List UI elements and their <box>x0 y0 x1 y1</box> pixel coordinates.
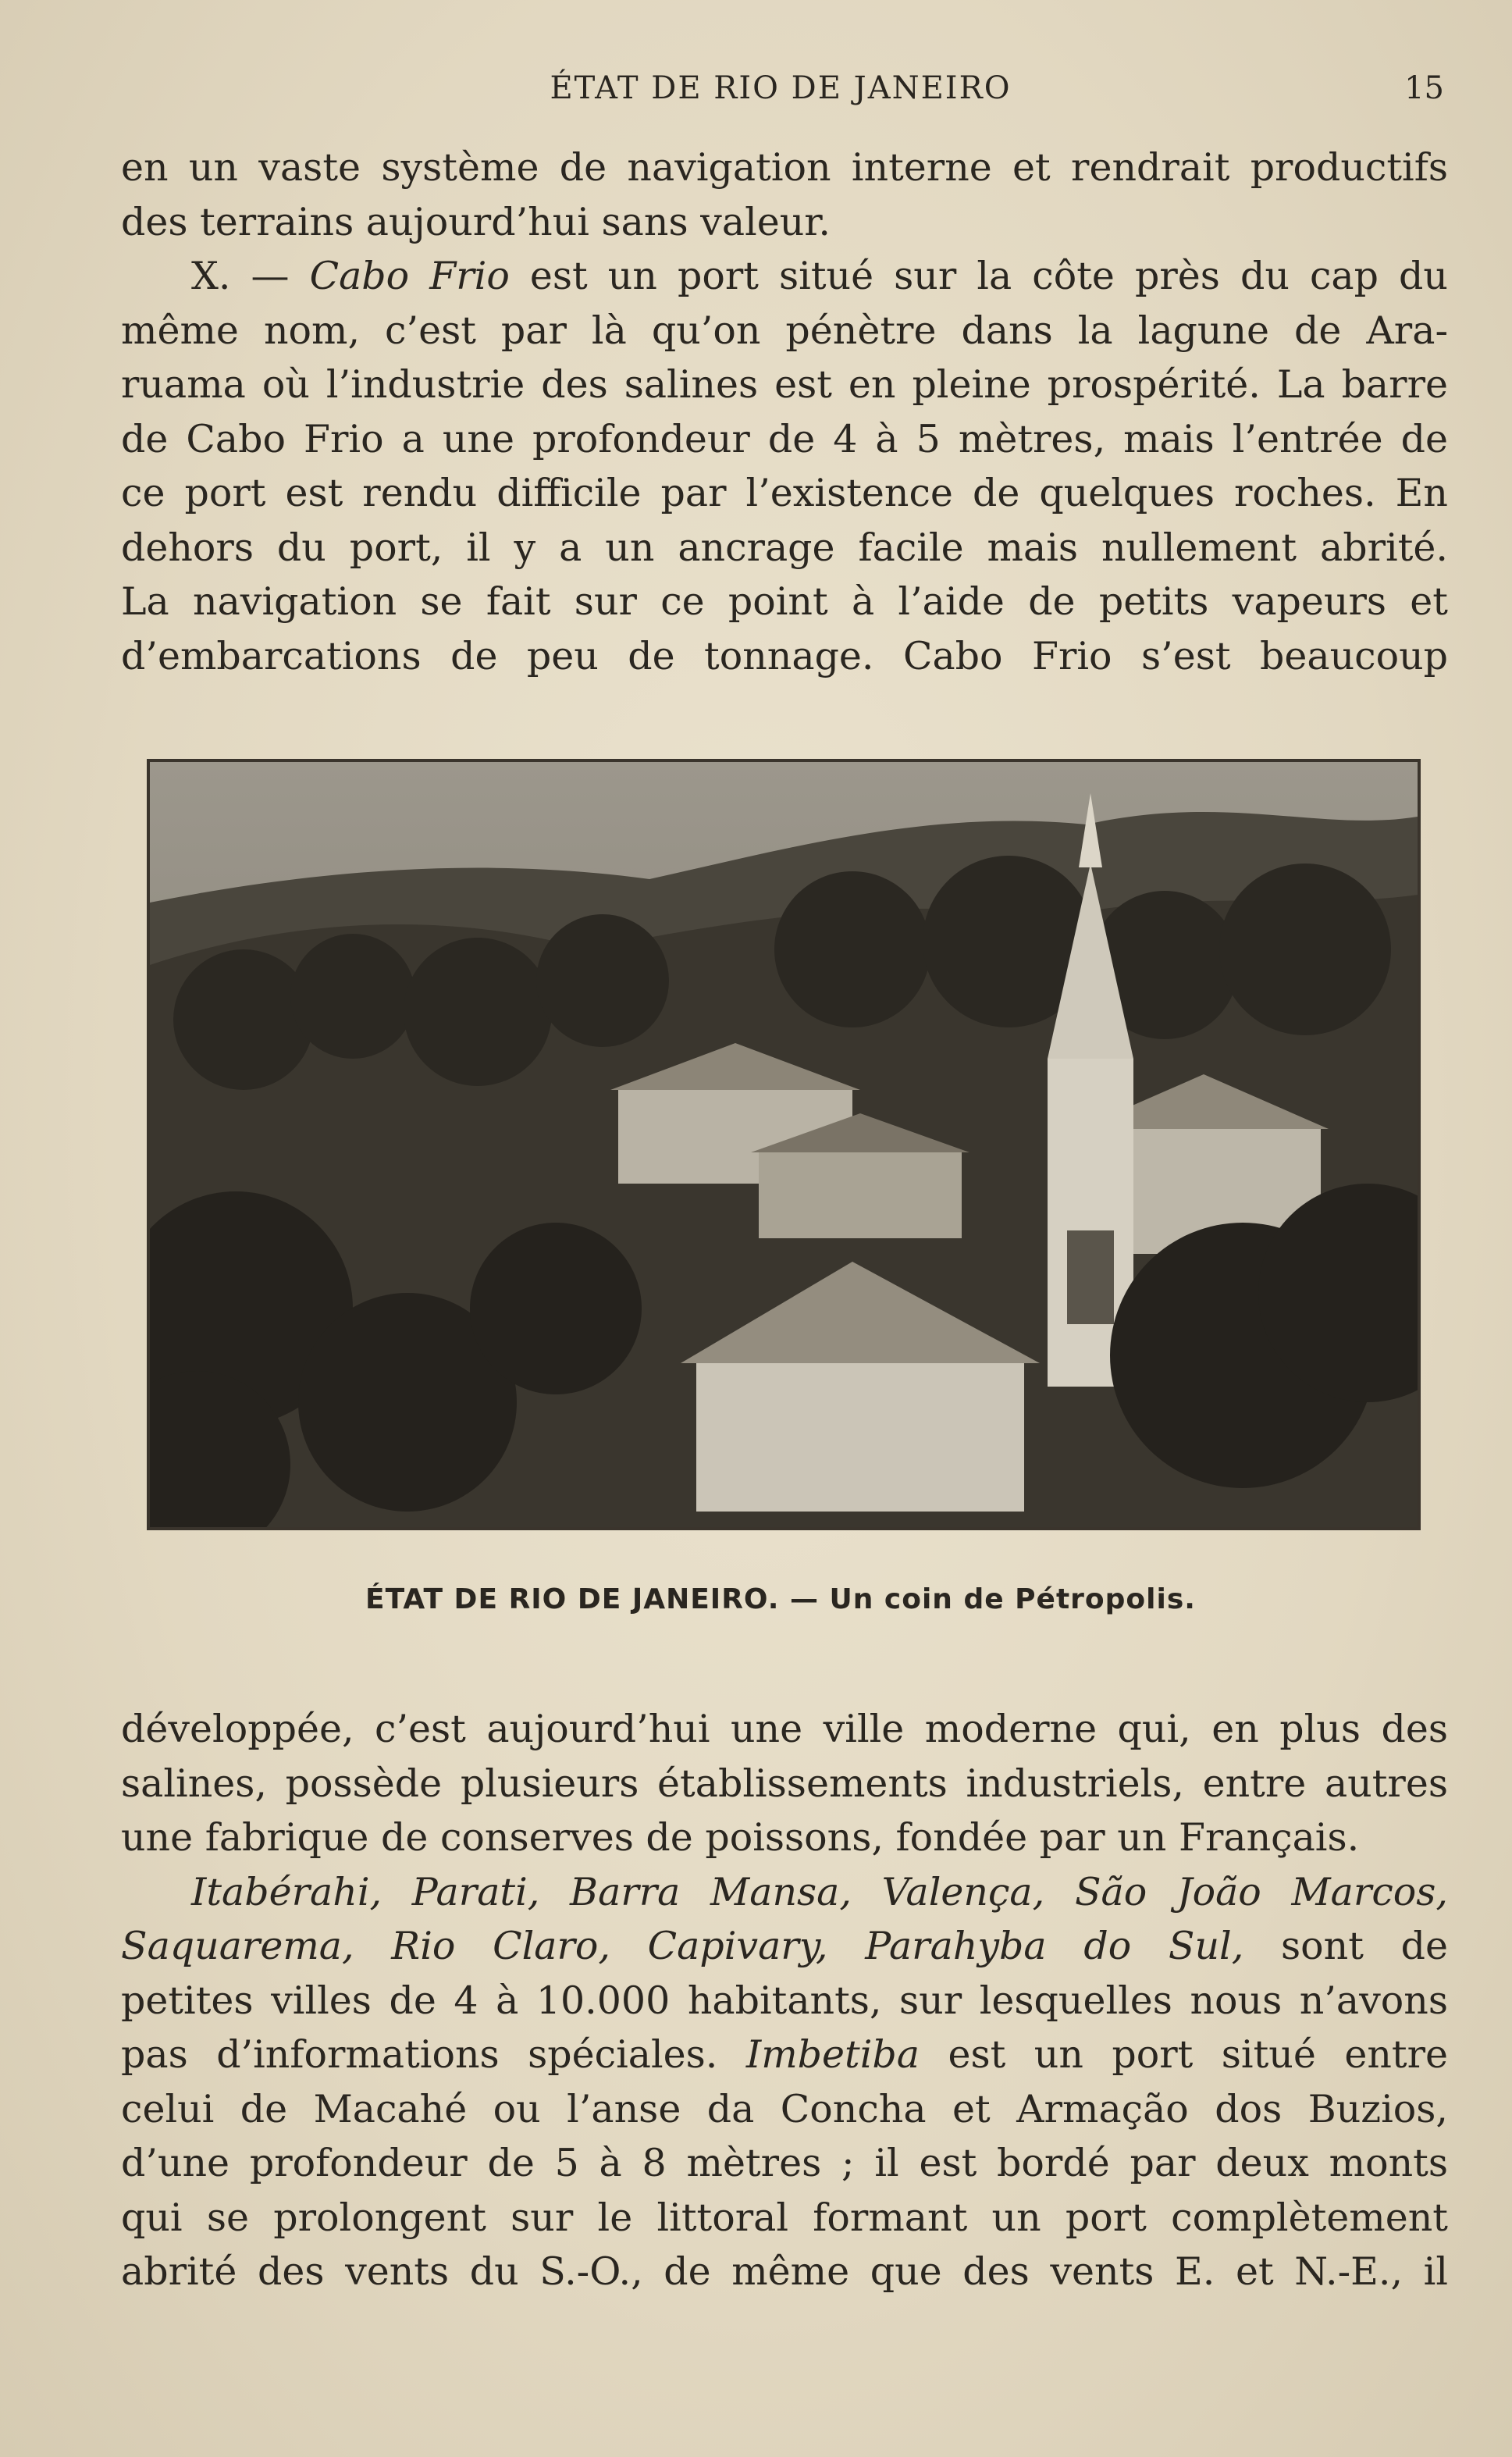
paragraph-cabo-frio <box>121 249 1448 683</box>
paragraph-continuation <box>121 141 1448 249</box>
town-names: Itabérahi, Parati, Barra Mansa, Valença, São João Marcos, <box>191 1869 1448 1914</box>
text-line: ce port est rendu difficile par l’existence de quelques roches. En <box>121 471 1448 515</box>
halftone-photo <box>150 762 1418 1527</box>
text-line: salines, possède plusieurs établissements industriels, entre autres <box>121 1761 1448 1806</box>
text-line: dehors du port, il y a un ancrage facile mais nullement abrité. <box>121 525 1448 570</box>
paragraph-towns <box>121 1865 1448 2299</box>
place-name: Imbetiba <box>745 2032 920 2077</box>
text-fragment: sont de <box>1243 1924 1448 1968</box>
text-line: ruama où l’industrie des salines est en pleine prospérité. La barre <box>121 362 1448 407</box>
text-line <box>121 1919 1448 1974</box>
photo-caption: ÉTAT DE RIO DE JANEIRO. — Un coin de Pétropolis. <box>365 1583 1196 1615</box>
text-line <box>121 249 1448 304</box>
paragraph-cabo-frio-continued <box>121 1702 1448 1865</box>
section-marker: X. — <box>191 254 310 298</box>
running-title: ÉTAT DE RIO DE JANEIRO <box>550 70 1012 106</box>
text-line: d’embarcations de peu de tonnage. Cabo Frio s’est beaucoup <box>121 633 1448 678</box>
text-line: en un vaste système de navigation interne et rendrait productifs <box>121 145 1448 190</box>
text-fragment: est un port situé entre <box>919 2032 1448 2077</box>
text-line: abrité des vents du S.-O., de même que des vents E. et N.-E., il <box>121 2249 1448 2294</box>
text-fragment: est un port situé sur la côte près du cap du <box>509 254 1448 298</box>
town-names: Saquarema, Rio Claro, Capivary, Parahyba do Sul, <box>121 1924 1244 1968</box>
top-text-block <box>121 141 1448 683</box>
page-number: 15 <box>1404 70 1444 106</box>
text-line: qui se prolongent sur le littoral formant un port complètement <box>121 2195 1448 2240</box>
text-line: une fabrique de conserves de poissons, fondée par un Français. <box>121 1815 1360 1860</box>
text-line: même nom, c’est par là qu’on pénètre dans la lagune de Ara- <box>121 308 1448 353</box>
text-line: développée, c’est aujourd’hui une ville moderne qui, en plus des <box>121 1707 1448 1751</box>
text-line <box>121 1865 1448 1920</box>
text-line: petites villes de 4 à 10.000 habitants, sur lesquelles nous n’avons <box>121 1978 1448 2023</box>
bottom-text-block <box>121 1702 1448 2299</box>
running-header <box>117 62 1444 117</box>
text-line: d’une profondeur de 5 à 8 mètres ; il est bordé par deux monts <box>121 2141 1448 2185</box>
photograph-petropolis <box>147 759 1421 1530</box>
text-line: de Cabo Frio a une profondeur de 4 à 5 mètres, mais l’entrée de <box>121 416 1448 461</box>
place-name: Cabo Frio <box>309 254 510 298</box>
text-line: La navigation se fait sur ce point à l’aide de petits vapeurs et <box>121 579 1448 624</box>
text-line: des terrains aujourd’hui sans valeur. <box>121 199 831 244</box>
text-fragment: pas d’informations spéciales. <box>121 2032 746 2077</box>
text-line <box>121 2028 1448 2082</box>
text-line: celui de Macahé ou l’anse da Concha et Armação dos Buzios, <box>121 2086 1448 2131</box>
